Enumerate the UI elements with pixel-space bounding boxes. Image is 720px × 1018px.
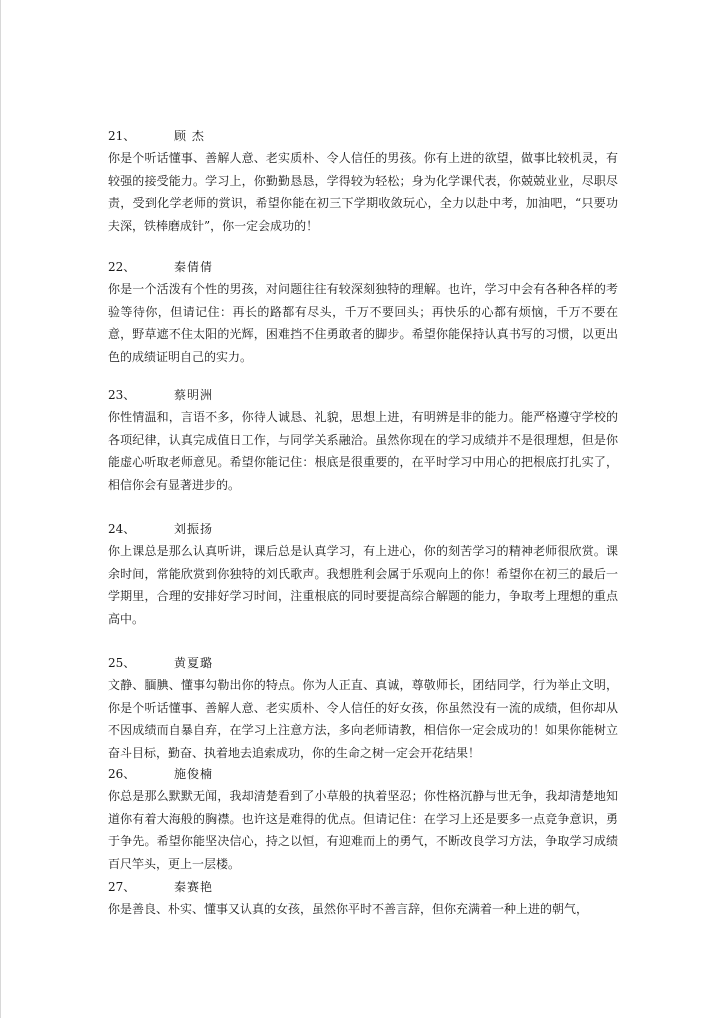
comment-text: 你是善良、朴实、懂事又认真的女孩，虽然你平时不善言辞，但你充满着一种上进的朝气， — [108, 902, 589, 916]
entry-number: 22、 — [108, 260, 136, 274]
entry-header — [108, 763, 618, 785]
entry-number: 26、 — [108, 767, 136, 781]
student-name: 刘振扬 — [174, 522, 214, 536]
entry-header — [108, 256, 618, 278]
comment-text: 你上课总是那么认真听讲，课后总是认真学习，有上进心，你的刻苦学习的精神老师很欣赏。课余时间，常能欣赏到你独特的刘氏歌声。我想胜利会属于乐观向上的你！希望你在初三的最后一学期里，合理的安排好学习时间，注重根底的同时要提高综合解题的能力，争取考上理想的重点高中。 — [108, 544, 618, 626]
entry-header — [108, 384, 618, 406]
comment-text: 你总是那么默默无闻，我却清楚看到了小草般的执着坚忍；你性格沉静与世无争，我却清楚地知道你有着大海般的胸襟。也许这是难得的优点。但请记住：在学习上还是要多一点竞争意识，勇于争先。希望你能坚决信心，持之以恒，有迎难而上的勇气，不断改良学习方法，争取学习成绩百尺竿头，更上一层楼。 — [108, 789, 618, 871]
comment-text: 你性情温和，言语不多，你待人诚恳、礼貌，思想上进，有明辨是非的能力。能严格遵守学校的各项纪律，认真完成值日工作，与同学关系融洽。虽然你现在的学习成绩并不是很理想，但是你能虚心听取老师意见。希望你能记住：根底是很重要的，在平时学习中用心的把根底打扎实了，相信你会有显著进步的。 — [108, 410, 618, 492]
comment-text: 你是个听话懂事、善解人意、老实质朴、令人信任的男孩。你有上进的欲望，做事比较机灵，有较强的接受能力。学习上，你勤勤恳恳，学得较为轻松；身为化学课代表，你兢兢业业，尽职尽责，受到化学老师的赏识，希望你能在初三下学期收敛玩心，全力以赴中考，加油吧，“只要功夫深，铁棒磨成针”，你一定会成功的！ — [108, 151, 618, 233]
entry-header — [108, 876, 618, 898]
student-name: 黄夏璐 — [174, 656, 214, 670]
page-edge — [0, 0, 1, 1018]
comment-entry-24 — [108, 518, 618, 630]
comment-entry-25 — [108, 652, 618, 764]
entry-header — [108, 518, 618, 540]
entry-number: 24、 — [108, 522, 136, 536]
comment-text: 你是一个活泼有个性的男孩，对问题往往有较深刻独特的理解。也许，学习中会有各种各样的考验等待你，但请记住：再长的路都有尽头，千万不要回头；再快乐的心都有烦恼，千万不要在意，野草遮不住太阳的光辉，困难挡不住勇敢者的脚步。希望你能保持认真书写的习惯，以更出色的成绩证明自己的实力。 — [108, 282, 618, 364]
comment-entry-26 — [108, 763, 618, 875]
student-name: 秦赛艳 — [174, 880, 214, 894]
student-name: 蔡明洲 — [174, 388, 214, 402]
entry-number: 23、 — [108, 388, 136, 402]
student-name: 秦倩倩 — [174, 260, 214, 274]
comment-entry-23 — [108, 384, 618, 496]
entry-header — [108, 652, 618, 674]
student-name: 施俊楠 — [174, 767, 214, 781]
student-name: 顾 杰 — [174, 129, 205, 143]
entry-number: 25、 — [108, 656, 136, 670]
comment-text: 文静、腼腆、懂事勾勒出你的特点。你为人正直、真诚，尊敬师长，团结同学，行为举止文明，你是个听话懂事、善解人意、老实质朴、令人信任的好女孩，你虽然没有一流的成绩，但你却从不因成绩而自暴自弃，在学习上注意方法，多向老师请教，相信你一定会成功的！如果你能树立奋斗目标，勤奋、执着地去追索成功，你的生命之树一定会开花结果！ — [108, 678, 618, 760]
entry-number: 27、 — [108, 880, 136, 894]
entry-header — [108, 125, 618, 147]
comment-entry-21 — [108, 125, 618, 237]
comment-entry-22 — [108, 256, 618, 368]
entry-number: 21、 — [108, 129, 136, 143]
comment-entry-27 — [108, 876, 618, 921]
